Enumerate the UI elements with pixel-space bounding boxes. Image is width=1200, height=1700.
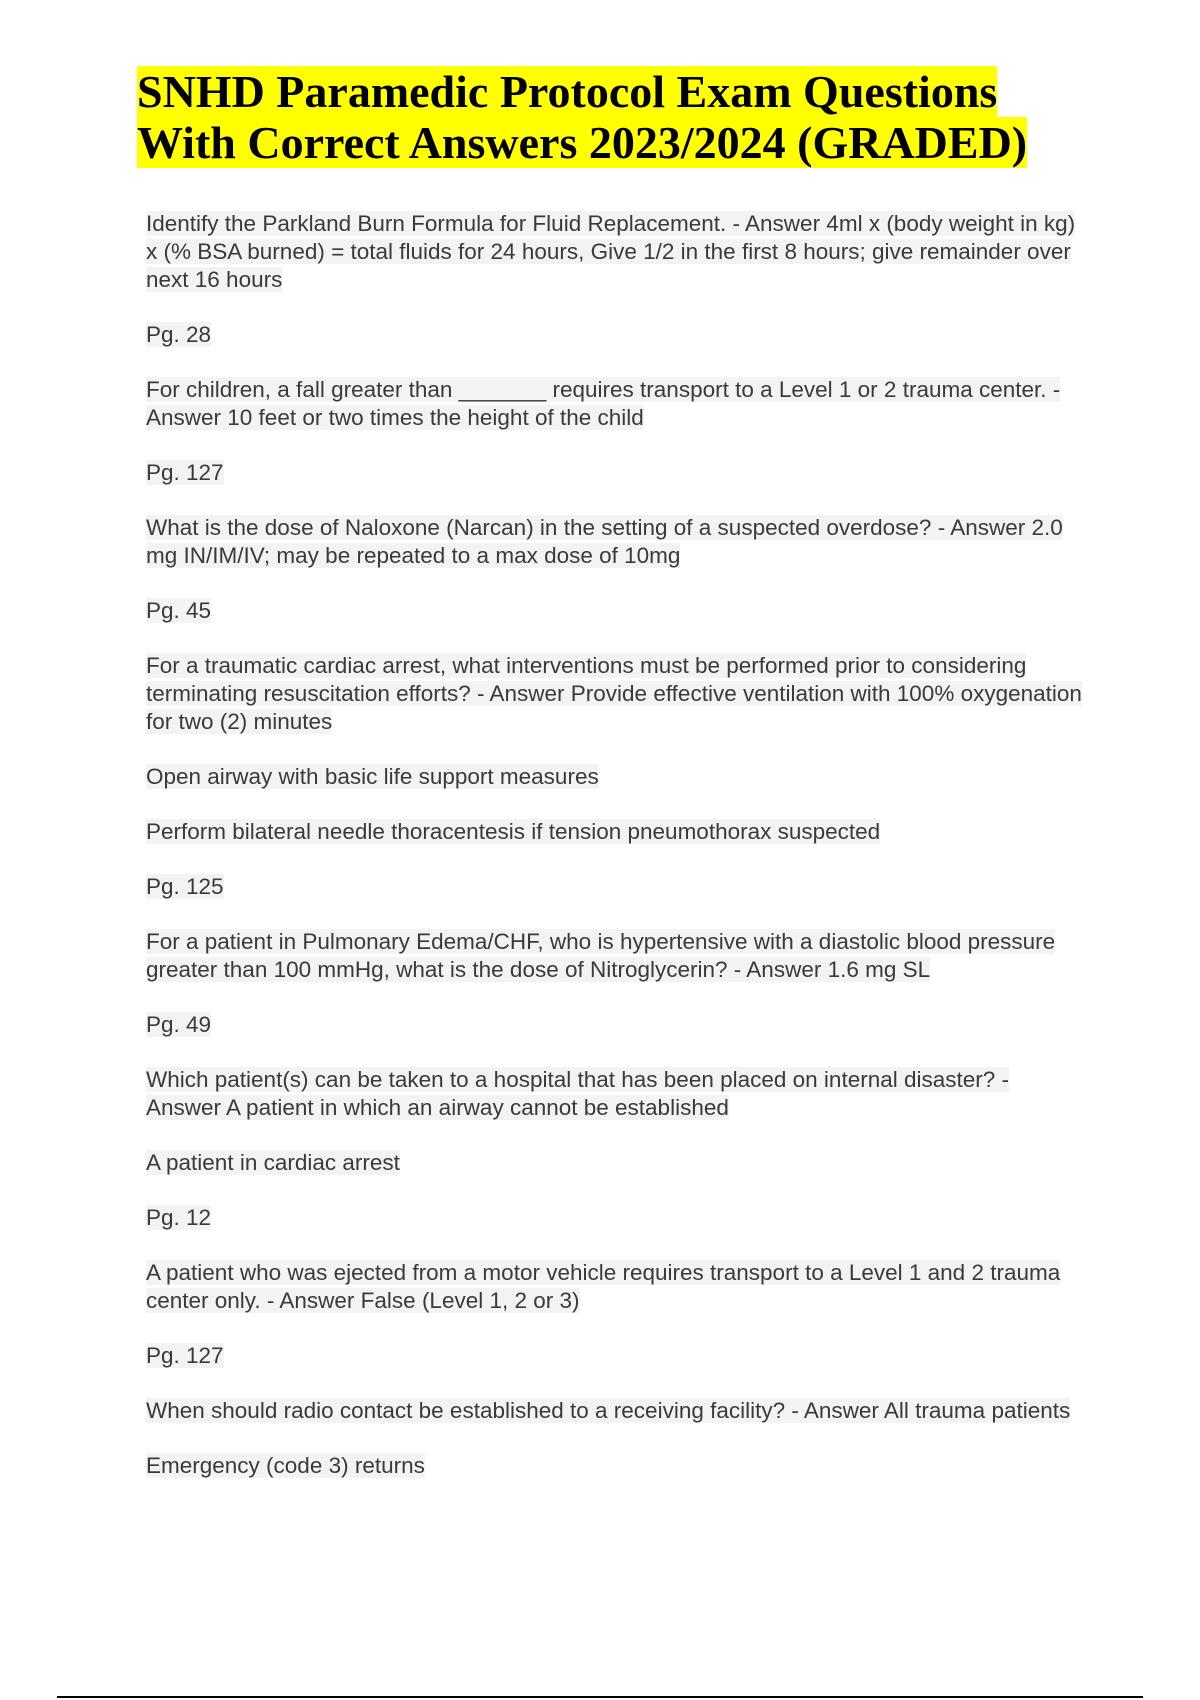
page-reference: Pg. 28: [146, 322, 212, 347]
page-reference: Pg. 127: [146, 1343, 224, 1368]
answer-continuation: Perform bilateral needle thoracentesis if tension pneumothorax suspected: [146, 819, 881, 844]
question-nitroglycerin-dose: For a patient in Pulmonary Edema/CHF, who is hypertensive with a diastolic blood pressure greater than 100 mmHg, what is the dose of Nitroglycerin? - Answer 1.6 mg SL: [146, 929, 1056, 982]
page-reference: Pg. 45: [146, 598, 212, 623]
document-title-text: SNHD Paramedic Protocol Exam Questions With Correct Answers 2023/2024 (GRADED): [137, 66, 1028, 168]
answer-continuation: Open airway with basic life support measures: [146, 764, 599, 789]
question-parkland-formula: Identify the Parkland Burn Formula for Fluid Replacement. - Answer 4ml x (body weight in kg) x (% BSA burned) = total fluids for 24 hours, Give 1/2 in the first 8 hours; give remainder over next 16 hours: [146, 211, 1076, 292]
document-body: [146, 210, 1086, 1507]
question-traumatic-arrest: For a traumatic cardiac arrest, what interventions must be performed prior to considering terminating resuscitation efforts? - Answer Provide effective ventilation with 100% oxygenation for two (2) minutes: [146, 653, 1082, 734]
question-pediatric-fall: For children, a fall greater than _______ requires transport to a Level 1 or 2 trauma center. - Answer 10 feet or two times the height of the child: [146, 377, 1061, 430]
answer-continuation: A patient in cardiac arrest: [146, 1150, 400, 1175]
page-reference: Pg. 12: [146, 1205, 212, 1230]
page-reference: Pg. 127: [146, 460, 224, 485]
page-reference: Pg. 49: [146, 1012, 212, 1037]
question-radio-contact: When should radio contact be established to a receiving facility? - Answer All trauma patients: [146, 1398, 1071, 1423]
document-title: [137, 66, 1097, 168]
footer-rule: [57, 1696, 1143, 1698]
question-ejected-patient: A patient who was ejected from a motor vehicle requires transport to a Level 1 and 2 trauma center only. - Answer False (Level 1, 2 or 3): [146, 1260, 1061, 1313]
question-naloxone-dose: What is the dose of Naloxone (Narcan) in the setting of a suspected overdose? - Answer 2.0 mg IN/IM/IV; may be repeated to a max dose of 10mg: [146, 515, 1063, 568]
answer-continuation: Emergency (code 3) returns: [146, 1453, 425, 1478]
question-internal-disaster: Which patient(s) can be taken to a hospital that has been placed on internal disaster? - Answer A patient in which an airway cannot be established: [146, 1067, 1010, 1120]
page-reference: Pg. 125: [146, 874, 224, 899]
